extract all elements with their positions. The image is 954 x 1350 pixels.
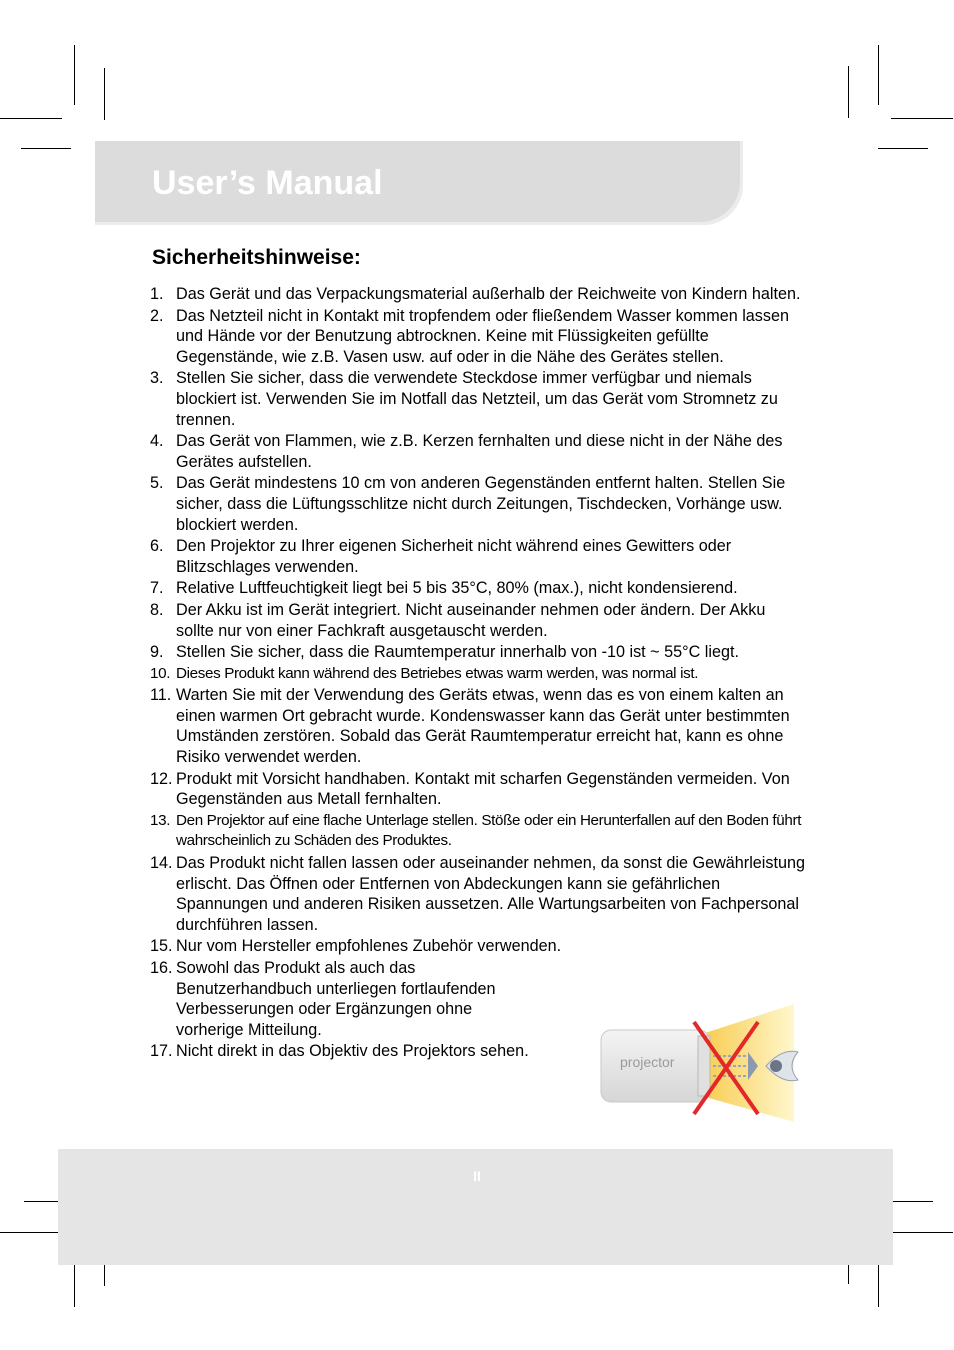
page-number: II xyxy=(473,1168,481,1184)
item-number: 9. xyxy=(150,643,164,662)
illustration-label: projector xyxy=(620,1054,675,1070)
crop-mark xyxy=(878,45,879,105)
list-item xyxy=(150,431,806,472)
footer-band xyxy=(58,1149,893,1265)
list-item xyxy=(150,284,806,305)
list-item xyxy=(150,853,806,935)
list-item xyxy=(150,368,806,430)
item-number: 4. xyxy=(150,432,164,451)
item-number: 6. xyxy=(150,537,164,556)
item-text: Nur vom Hersteller empfohlenes Zubehör verwenden. xyxy=(176,937,562,956)
list-item xyxy=(150,811,806,852)
list-item xyxy=(150,600,806,641)
item-text: Das Gerät von Flammen, wie z.B. Kerzen fernhalten und diese nicht in der Nähe des Gerätes aufstellen. xyxy=(176,432,783,471)
item-number: 15. xyxy=(150,937,173,956)
item-number: 11. xyxy=(150,686,172,705)
list-item xyxy=(150,664,806,685)
item-number: 13. xyxy=(150,811,171,829)
item-text: Das Gerät und das Verpackungsmaterial außerhalb der Reichweite von Kindern halten. xyxy=(176,285,801,303)
crop-mark xyxy=(0,118,62,119)
item-number: 3. xyxy=(150,369,164,388)
crop-mark xyxy=(891,1232,953,1233)
crop-mark xyxy=(104,68,105,120)
item-number: 5. xyxy=(150,474,164,493)
item-text: Den Projektor zu Ihrer eigenen Sicherheit nicht während eines Gewitters oder Blitzschlages verwenden. xyxy=(176,537,732,576)
item-text: Produkt mit Vorsicht handhaben. Kontakt mit scharfen Gegenständen vermeiden. Von Gegenständen aus Metall fernhalten. xyxy=(176,769,790,809)
crop-mark xyxy=(21,148,71,149)
item-number: 10. xyxy=(150,664,171,682)
crop-mark xyxy=(0,1232,62,1233)
crop-mark xyxy=(848,66,849,118)
list-item xyxy=(150,642,806,663)
list-item xyxy=(150,473,806,535)
item-text: Nicht direkt in das Objektiv des Projektors sehen. xyxy=(176,1042,529,1061)
item-text: Den Projektor auf eine flache Unterlage stellen. Stöße oder ein Herunterfallen auf den Boden führt wahrscheinlich zu Schäden des Produktes. xyxy=(176,811,802,850)
item-text: Das Produkt nicht fallen lassen oder auseinander nehmen, da sonst die Gewährleistung erlischt. Das Öffnen oder Entfernen von Abdeckungen kann sie gefährlichen Spannungen und anderen Risiken aussetzen. Alle Wartungsarbeiten von Fachpersonal durchführen lassen. xyxy=(176,854,805,934)
section-title: Sicherheitshinweise: xyxy=(152,246,361,269)
no-looking-into-lens-icon xyxy=(598,1004,802,1124)
list-item xyxy=(150,306,806,368)
crop-mark xyxy=(891,118,953,119)
item-text: Relative Luftfeuchtigkeit liegt bei 5 bis 35°C, 80% (max.), nicht kondensierend. xyxy=(176,579,738,598)
item-number: 14. xyxy=(150,854,173,873)
item-text: Das Netzteil nicht in Kontakt mit tropfendem oder fließendem Wasser kommen lassen und Hände vor der Benutzung abtrocknen. Keine mit Flüssigkeiten gefüllte Gegenstände, wie z.B. Vasen usw. auf oder in die Nähe des Gerätes stellen. xyxy=(176,306,789,366)
list-item xyxy=(150,769,806,810)
item-text: Stellen Sie sicher, dass die Raumtemperatur innerhalb von -10 ist ~ 55°C liegt. xyxy=(176,643,739,662)
list-item xyxy=(150,958,540,1040)
item-text: Stellen Sie sicher, dass die verwendete Steckdose immer verfügbar und niemals blockiert ist. Verwenden Sie im Notfall das Netzteil, um das Gerät vom Stromnetz zu trennen. xyxy=(176,369,778,429)
item-text: Der Akku ist im Gerät integriert. Nicht auseinander nehmen oder ändern. Der Akku sollte nur von einer Fachkraft ausgetauscht werden. xyxy=(176,600,766,640)
item-number: 2. xyxy=(150,306,164,325)
item-number: 7. xyxy=(150,579,164,598)
item-text: Das Gerät mindestens 10 cm von anderen Gegenständen entfernt halten. Stellen Sie sicher, dass die Lüftungsschlitze nicht durch Zeitungen, Tischdecken, Vorhänge usw. blockiert werden. xyxy=(176,474,786,534)
list-item xyxy=(150,578,806,599)
item-text: Sowohl das Produkt als auch das Benutzerhandbuch unterliegen fortlaufenden Verbesserungen oder Ergänzungen ohne vorherige Mitteilung. xyxy=(176,959,496,1039)
crop-mark xyxy=(74,45,75,105)
crop-mark xyxy=(878,148,928,149)
item-number: 12. xyxy=(150,769,173,788)
item-number: 1. xyxy=(150,285,164,303)
item-number: 17. xyxy=(150,1042,173,1061)
item-number: 16. xyxy=(150,959,173,977)
list-item xyxy=(150,936,806,957)
safety-list xyxy=(150,284,806,1063)
manual-title: User’s Manual xyxy=(152,164,383,202)
item-text: Dieses Produkt kann während des Betriebes etwas warm werden, was normal ist. xyxy=(176,664,699,682)
item-text: Warten Sie mit der Verwendung des Geräts etwas, wenn das es von einem kalten an einen warmen Ort gebracht wurde. Kondenswasser kann das Gerät unter bestimmten Umständen zerstören. Sobald das Gerät Raumtemperatur erreicht hat, kann es ohne Risiko verwendet werden. xyxy=(176,686,790,767)
list-item xyxy=(150,685,806,767)
item-number: 8. xyxy=(150,600,164,619)
list-item xyxy=(150,536,806,577)
